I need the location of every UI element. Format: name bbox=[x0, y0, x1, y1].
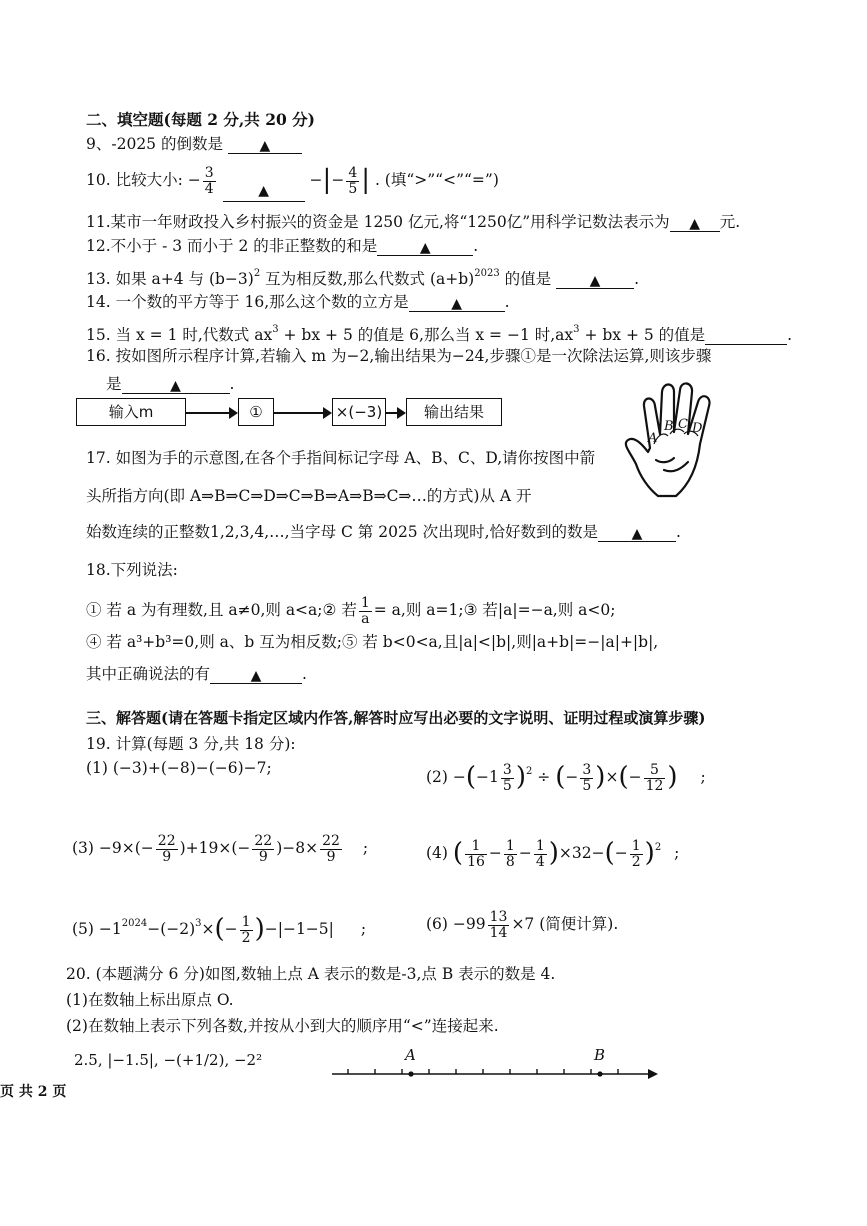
question-18-line-3: 其中正确说法的有 ▲ . bbox=[86, 665, 307, 684]
exponent: 3 bbox=[573, 324, 580, 335]
question-16-label: 是 bbox=[106, 375, 122, 393]
semicolon: ; bbox=[674, 844, 680, 862]
exponent: 2 bbox=[253, 268, 261, 279]
section-3-title: 三、解答题(请在答题卡指定区域内作答,解答时应写出必要的文字说明、证明过程或演算步骤) bbox=[86, 709, 706, 727]
triangle-icon: ▲ bbox=[419, 240, 431, 256]
question-14-text: 14. 一个数的平方等于 16,那么这个数的立方是 bbox=[86, 293, 409, 311]
answer-blank bbox=[223, 175, 305, 202]
question-13-text-a: 13. 如果 a+4 与 (b−3) bbox=[86, 270, 254, 288]
triangle-icon: ▲ bbox=[250, 668, 262, 684]
fraction: $\frac{3}{4}$ bbox=[204, 164, 214, 197]
question-17-line-1: 17. 如图为手的示意图,在各个手指间标记字母 A、B、C、D,请你按图中箭 bbox=[86, 449, 596, 467]
question-20-title: 20. (本题满分 6 分)如图,数轴上点 A 表示的数是-3,点 B 表示的数是 4. bbox=[66, 965, 556, 983]
question-15-text-a: 15. 当 x = 1 时,代数式 ax bbox=[86, 326, 273, 344]
question-17-text: 始数连续的正整数1,2,3,4,…,当字母 C 第 2025 次出现时,恰好数到的数是 bbox=[86, 523, 599, 541]
q19-part-6: (6) −99 $\frac{13}{14}$ ×7 (简便计算). bbox=[426, 908, 619, 941]
question-9-text: 9、-2025 的倒数是 bbox=[86, 135, 223, 153]
flow-arrow bbox=[386, 412, 404, 414]
q19-part-5-label: (5) bbox=[72, 920, 94, 938]
point-a-label: A bbox=[405, 1046, 416, 1064]
question-13-text-c: 的值是 bbox=[499, 270, 552, 288]
q19-part-6-label: (6) bbox=[426, 915, 448, 933]
triangle-icon: ▲ bbox=[170, 378, 181, 394]
semicolon: ; bbox=[360, 920, 367, 938]
question-9 bbox=[86, 134, 302, 154]
answer-blank bbox=[670, 213, 720, 232]
flow-arrow bbox=[186, 412, 236, 414]
question-14: 14. 一个数的平方等于 16,那么这个数的立方是 ▲ . bbox=[86, 293, 510, 312]
hand-label-a: A bbox=[648, 431, 658, 446]
number-line bbox=[330, 1042, 660, 1088]
flow-box-output: 输出结果 bbox=[406, 398, 502, 426]
semicolon: ; bbox=[362, 839, 369, 857]
flow-arrow bbox=[274, 412, 330, 414]
q19-part-4-label: (4) bbox=[426, 844, 448, 862]
triangle-icon: ▲ bbox=[689, 216, 701, 232]
answer-blank bbox=[377, 237, 473, 256]
section-2-title: 二、填空题(每题 2 分,共 20 分) bbox=[86, 110, 316, 129]
flow-box-multiply: ×(−3) bbox=[332, 398, 386, 426]
q19-part-4: (4) ( $\frac{1}{16}$ − $\frac{1}{8}$ − $\frac{1}{4}$ )×32−(− $\frac{1}{2}$ )$^2$ ; bbox=[426, 837, 680, 870]
answer-blank bbox=[598, 523, 676, 542]
point-b-dot bbox=[597, 1071, 602, 1076]
question-18-line-1-b: = a,则 a=1;③ 若|a|=−a,则 a<0; bbox=[373, 601, 616, 619]
question-10-prefix: 10. 比较大小: bbox=[86, 171, 183, 189]
question-10-hint: . (填“>”“<”“=”) bbox=[374, 171, 499, 189]
fraction: $\frac{1}{a}$ bbox=[360, 594, 370, 627]
semicolon: ; bbox=[700, 768, 706, 786]
hand-label-c: C bbox=[678, 417, 688, 432]
q19-part-2-label: (2) bbox=[426, 768, 448, 786]
answer-blank bbox=[210, 665, 302, 684]
question-16-line-1: 16. 按如图所示程序计算,若输入 m 为−2,输出结果为−24,步骤①是一次除法运算,则该步骤 bbox=[86, 347, 712, 365]
answer-blank bbox=[228, 135, 302, 154]
exponent: 3 bbox=[272, 324, 279, 335]
point-b-label: B bbox=[594, 1046, 606, 1064]
answer-blank bbox=[705, 326, 787, 345]
flow-box-step-1: ① bbox=[238, 398, 274, 426]
fraction: $\frac{4}{5}$ bbox=[348, 164, 358, 197]
hand-label-d: D bbox=[692, 421, 703, 436]
q19-part-1: (1) (−3)+(−8)−(−6)−7; bbox=[86, 759, 272, 777]
question-20-part-1: (1)在数轴上标出原点 O. bbox=[66, 991, 234, 1009]
question-17-line-3: 始数连续的正整数1,2,3,4,…,当字母 C 第 2025 次出现时,恰好数到的数是 ▲ . bbox=[86, 523, 681, 542]
question-13: 13. 如果 a+4 与 $(b-3)^2$ 互为相反数,那么代数式 $(a+b)^{2023}$ 的值是 ▲ . bbox=[86, 268, 639, 289]
question-11 bbox=[86, 212, 740, 232]
question-12-text: 12.不小于 - 3 而小于 2 的非正整数的和是 bbox=[86, 237, 378, 255]
q19-part-6-suffix: (简便计算). bbox=[539, 915, 619, 933]
q19-part-5: $(5) -1^{2024}-(-2)^3\times(-$ $\frac{1}{2}$ )−|−1−5| ; bbox=[72, 913, 367, 946]
answer-blank bbox=[556, 270, 634, 289]
hand-illustration bbox=[618, 378, 746, 502]
triangle-icon: ▲ bbox=[631, 526, 643, 542]
flow-box-input: 输入m bbox=[76, 398, 186, 426]
question-15-text-b: + bx + 5 的值是 6,那么当 x = −1 时,ax bbox=[278, 326, 574, 344]
question-18-line-2: ④ 若 a³+b³=0,则 a、b 互为相反数;⑤ 若 b<0<a,且|a|<|b|,则|a+b|=−|a|+|b|, bbox=[86, 633, 659, 651]
triangle-icon: ▲ bbox=[451, 296, 463, 312]
answer-blank bbox=[122, 375, 230, 394]
answer-blank bbox=[409, 293, 505, 312]
question-11-text: 11.某市一年财政投入乡村振兴的资金是 1250 亿元,将“1250亿”用科学记数法表示为 bbox=[86, 213, 670, 231]
question-18-line-1-a: ① 若 a 为有理数,且 a≠0,则 a<a;② 若 bbox=[86, 601, 357, 619]
q19-part-3-label: (3) bbox=[72, 839, 94, 857]
question-19-title: 19. 计算(每题 3 分,共 18 分): bbox=[86, 735, 296, 753]
question-16-line-2: 是 ▲ . bbox=[106, 375, 235, 394]
q19-part-2: (2) −(−1 $\frac{3}{5}$ )$^2$ ÷ (− $\frac{3}{5}$ )×(− $\frac{5}{12}$ ) ; bbox=[426, 761, 706, 794]
triangle-icon: ▲ bbox=[259, 138, 271, 154]
question-11-suffix: 元. bbox=[719, 213, 741, 231]
question-15: 15. 当 x = 1 时,代数式 $ax^3$ + bx + 5 的值是 6,那么当 x = −1 时$,ax^3$ + bx + 5 的值是 . bbox=[86, 324, 793, 344]
question-15-text-c: + bx + 5 的值是 bbox=[579, 326, 706, 344]
q19-part-3: (3) −9×(− $\frac{22}{9}$ )+19×(− $\frac{22}{9}$ )−8× $\frac{22}{9}$ ; bbox=[72, 832, 369, 865]
question-18-text: 其中正确说法的有 bbox=[86, 665, 211, 683]
point-a-dot bbox=[408, 1071, 413, 1076]
question-18-line-1 bbox=[86, 590, 615, 630]
exponent: 2023 bbox=[474, 268, 500, 279]
question-10: 10. 比较大小: − $\frac{3}{4}$ ▲ −|− $\frac{4}{5}$ | . (填“>”“<”“=”) bbox=[86, 158, 499, 202]
triangle-icon: ▲ bbox=[589, 273, 601, 289]
question-20-part-2: (2)在数轴上表示下列各数,并按从小到大的顺序用“<”连接起来. bbox=[66, 1017, 499, 1035]
triangle-icon: ▲ bbox=[258, 183, 269, 199]
question-12: 12.不小于 - 3 而小于 2 的非正整数的和是 ▲ . bbox=[86, 237, 479, 256]
question-17-line-2: 头所指方向(即 A⇒B⇒C⇒D⇒C⇒B⇒A⇒B⇒C⇒…的方式)从 A 开 bbox=[86, 487, 532, 505]
question-13-text-b: 互为相反数,那么代数式 (a+b) bbox=[260, 270, 475, 288]
page-footer: 页 共 2 页 bbox=[0, 1084, 67, 1100]
hand-label-b: B bbox=[664, 419, 674, 434]
question-18-title: 18.下列说法: bbox=[86, 561, 178, 579]
question-20-numbers: 2.5, |−1.5|, −(+1/2), −2² bbox=[74, 1051, 263, 1069]
